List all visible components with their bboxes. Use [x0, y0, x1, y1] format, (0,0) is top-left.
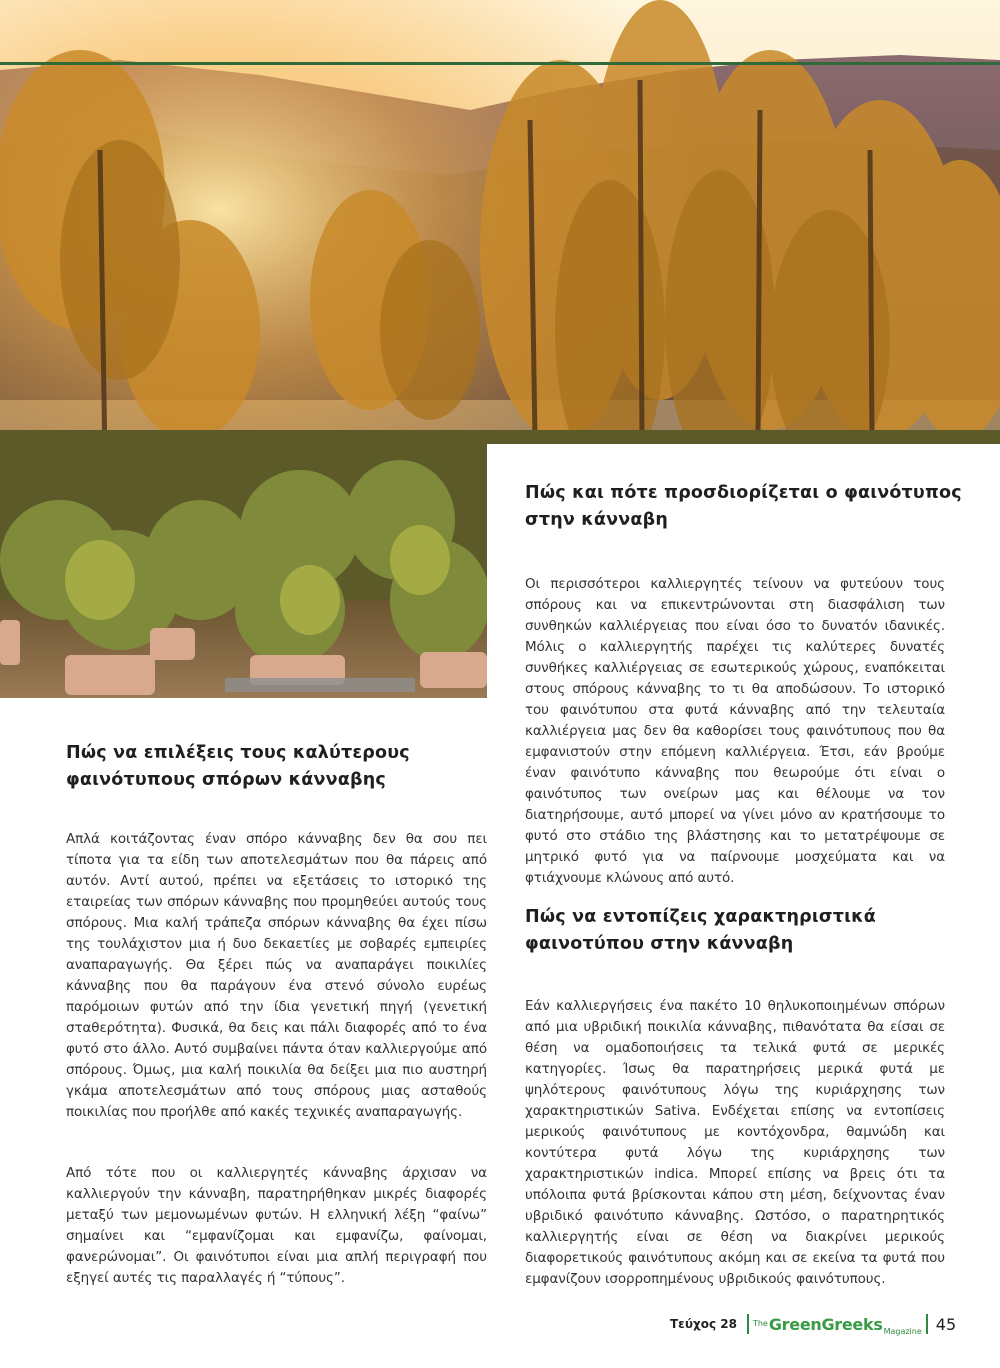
logo-magazine: Magazine [883, 1326, 922, 1336]
footer-divider-2 [926, 1314, 928, 1334]
right-section-heading-1: Πώς και πότε προσδιορίζεται ο φαινότυπος στην κάνναβη [525, 483, 962, 530]
logo-name: GreenGreeks [768, 1314, 883, 1334]
logo-the: The [752, 1318, 768, 1328]
right-section-heading-2: Πώς να εντοπίζεις χαρακτηριστικά φαινοτύπου στην κάνναβη [525, 907, 876, 954]
issue-number: Τεύχος 28 [670, 1317, 737, 1331]
page-footer [670, 1311, 956, 1337]
top-green-rule [0, 62, 1000, 65]
footer-divider [747, 1314, 749, 1334]
right-paragraph-2: Εάν καλλιεργήσεις ένα πακέτο 10 θηλυκοποιημένων σπόρων από μια υβριδική ποικιλία κάνναβης, πιθανότατα θα είσαι σε θέση να ομαδοποιήσεις τα τελικά φυτά σε μερικές κατηγορίες. Ίσως θα παρατηρήσεις μερικά φυτά με ψηλότερους φαινότυπους λόγω της κυριάρχησης των χαρακτηριστικών Sativa. Ενδέχεται επίσης να εντοπίσεις μερικούς φαινότυπους με κοντόχονδρα, θαμνώδη και κοντύτερα φυτά λόγω της κυριάρχησης των χαρακτηριστικών indica. Μπορεί επίσης να βρεις ότι τα υπόλοιπα φυτά βρίσκονται κάπου στη μέση, δείχνοντας έναν υβριδικό φαινότυπο κάνναβης. Ωστόσο, ο παρατηρητικός καλλιεργητής είναι σε θέση να διακρίνει μερικούς διαφορετικούς φαινότυπους ακόμη και σε εκείνα τα φυτά που εμφανίζουν ισορροπημένους υβριδικούς φαινότυπους. [525, 998, 945, 1287]
page-number: 45 [935, 1314, 957, 1334]
left-paragraph-2: Από τότε που οι καλλιεργητές κάνναβης άρχισαν να καλλιεργούν την κάνναβη, παρατηρήθηκαν μικρές διαφορές μεταξύ των μεμονωμένων φυτών. Η ελληνική λέξη “φαίνω” σημαίνει και “εμφανίζομαι και εμφανίζω, φαίνομαι, φανερώνομαι”. Οι φαινότυποι είναι μια απλή περιγραφή που εξηγεί αυτές τις παραλλαγές ή “τύπους”. [66, 1165, 487, 1286]
right-paragraph-1: Οι περισσότεροι καλλιεργητές τείνουν να φυτεύουν τους σπόρους και να επικεντρώνονται στη διασφάλιση των συνθηκών καλλιέργειας που είναι όσο το δυνατόν ιδανικές. Μόλις ο καλλιεργητής παρέχει τις καλύτερες δυνατές συνθήκες καλλιέργειας σε εσωτερικούς χώρους, εναπόκειται στους σπόρους κάνναβης το τι θα αποδώσουν. Το ιστορικό του φαινότυπου στα φυτά κάνναβης από την τελευταία καλλιέργεια μας δεν θα καθορίσει τους φαινότυπους που θα εμφανιστούν στην επόμενη καλλιέργεια. Έτσι, εάν βρούμε έναν φαινότυπο κάνναβης που θεωρούμε ότι είναι ο φαινότυπος των ονείρων μας και θέλουμε να τον διατηρήσουμε, αυτό μπορεί να γίνει μόνο αν κρατήσουμε το φυτό στο στάδιο της βλάστησης και το μετατρέψουμε σε μητρικό φυτό για να παίρνουμε μοσχεύματα και να φτιάχνουμε κλώνους από αυτό. [525, 576, 945, 886]
left-paragraph-1: Απλά κοιτάζοντας έναν σπόρο κάνναβης δεν θα σου πει τίποτα για τα είδη των αποτελεσμάτων που θα πάρεις από αυτόν. Αντί αυτού, πρέπει να εξετάσεις το ιστορικό της εταιρείας των σπόρων κάνναβης που προμηθεύει αυτούς τους σπόρους. Μια καλή τράπεζα σπόρων κάνναβης θα έχει πίσω της τουλάχιστον μια ή δυο δεκαετίες με σοβαρές εμπειρίες αναπαραγωγής. Θα ξέρει πώς να αναπαράγει ποικιλίες κάνναβης που θα παράγουν ένα στενό σύνολο ευρέως παρόμοιων φυτών από την ίδια γενετική πηγή (γενετική σταθερότητα). Φυσικά, θα δεις και πάλι διαφορές από το ένα φυτό στο άλλο. Αυτό συμβαίνει πάντα όταν καλλιεργούμε από σπόρους. Όμως, μια καλή ποικιλία θα δείξει μια πιο αυστηρή γκάμα αποτελεσμάτων από τους σπόρους μιας ασταθούς ποικιλίας που προήλθε από κακές τεχνικές αναπαραγωγής. [66, 831, 487, 1120]
right-article-panel [487, 444, 1000, 1304]
left-section-heading: Πώς να επιλέξεις τους καλύτερους φαινότυπους σπόρων κάνναβης [66, 743, 410, 790]
magazine-logo [753, 1315, 922, 1334]
